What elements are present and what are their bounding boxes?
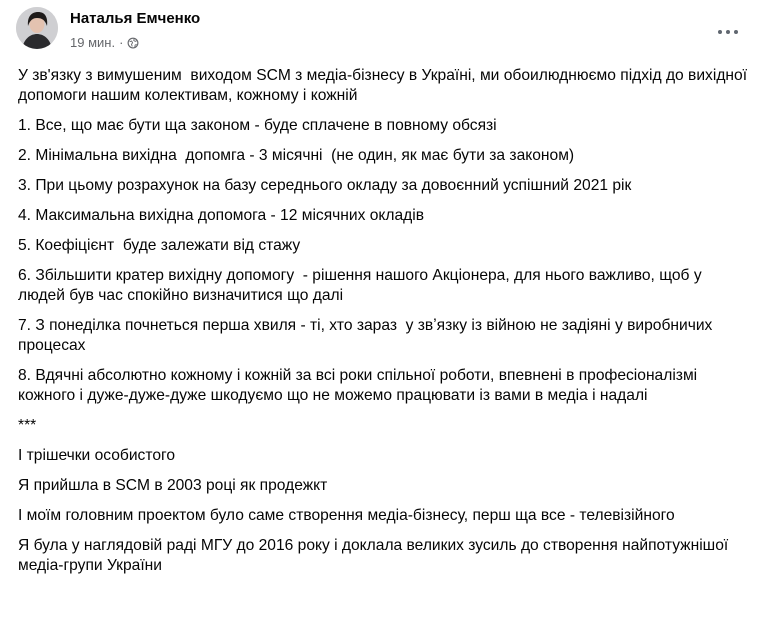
post-paragraph: *** xyxy=(18,417,37,434)
more-dot xyxy=(718,30,722,34)
post-text xyxy=(18,66,752,586)
post-timestamp[interactable]: 19 мин. xyxy=(70,35,116,50)
post-paragraph: 7. З понеділка почнеться перша хвиля - ті, хто зараз у звʼязку із війною не задіяні у виробничих процесах xyxy=(18,317,717,354)
more-options-icon[interactable] xyxy=(712,18,744,46)
post-paragraph: 6. Збільшити кратер вихідну допомогу - рішення нашого Акціонера, для нього важливо, щоб у людей був час спокійно визначитися що далі xyxy=(18,267,706,304)
post-paragraph: 4. Максимальна вихідна допомога - 12 місячних окладів xyxy=(18,207,425,224)
author-name[interactable]: Наталья Емченко xyxy=(70,10,201,27)
post-paragraph: Я прийшла в SCM в 2003 році як продежкт xyxy=(18,477,328,494)
post-meta xyxy=(70,35,139,50)
post-paragraph: 5. Коефіцієнт буде залежати від стажу xyxy=(18,237,301,254)
post-paragraph: 3. При цьому розрахунок на базу середнього окладу за довоєнний успішний 2021 рік xyxy=(18,177,632,194)
profile-photo xyxy=(16,7,58,49)
post-paragraph: 8. Вдячні абсолютно кожному і кожній за всі роки спільної роботи, впевнені в професіоналізмі кожного і дуже-дуже-дуже шкодуємо що не можемо працювати із вами в медіа і надалі xyxy=(18,367,702,404)
more-dot xyxy=(726,30,730,34)
post-paragraph: І трішечки особистого xyxy=(18,447,176,464)
post-paragraph: У зв'язку з вимушеним виходом SCM з медіа-бізнесу в Україні, ми обоилюднюємо підхід до вихідної допомоги нашим колективам, кожному і кожній xyxy=(18,67,752,104)
post-paragraph: Я була у наглядовій раді МГУ до 2016 року і доклала великих зусиль до створення найпотужнішої медіа-групи України xyxy=(18,537,733,574)
meta-separator: · xyxy=(119,35,124,50)
more-dot xyxy=(734,30,738,34)
globe-icon xyxy=(127,37,139,49)
avatar[interactable] xyxy=(16,7,58,49)
post-paragraph: 1. Все, що має бути ща законом - буде сплачене в повному обсязі xyxy=(18,117,497,134)
post-paragraph: І моїм головним проектом було саме створення медіа-бізнесу, перш ща все - телевізійного xyxy=(18,507,675,524)
post-paragraph: 2. Мінімальна вихідна допомга - 3 місячні (не один, як має бути за законом) xyxy=(18,147,575,164)
